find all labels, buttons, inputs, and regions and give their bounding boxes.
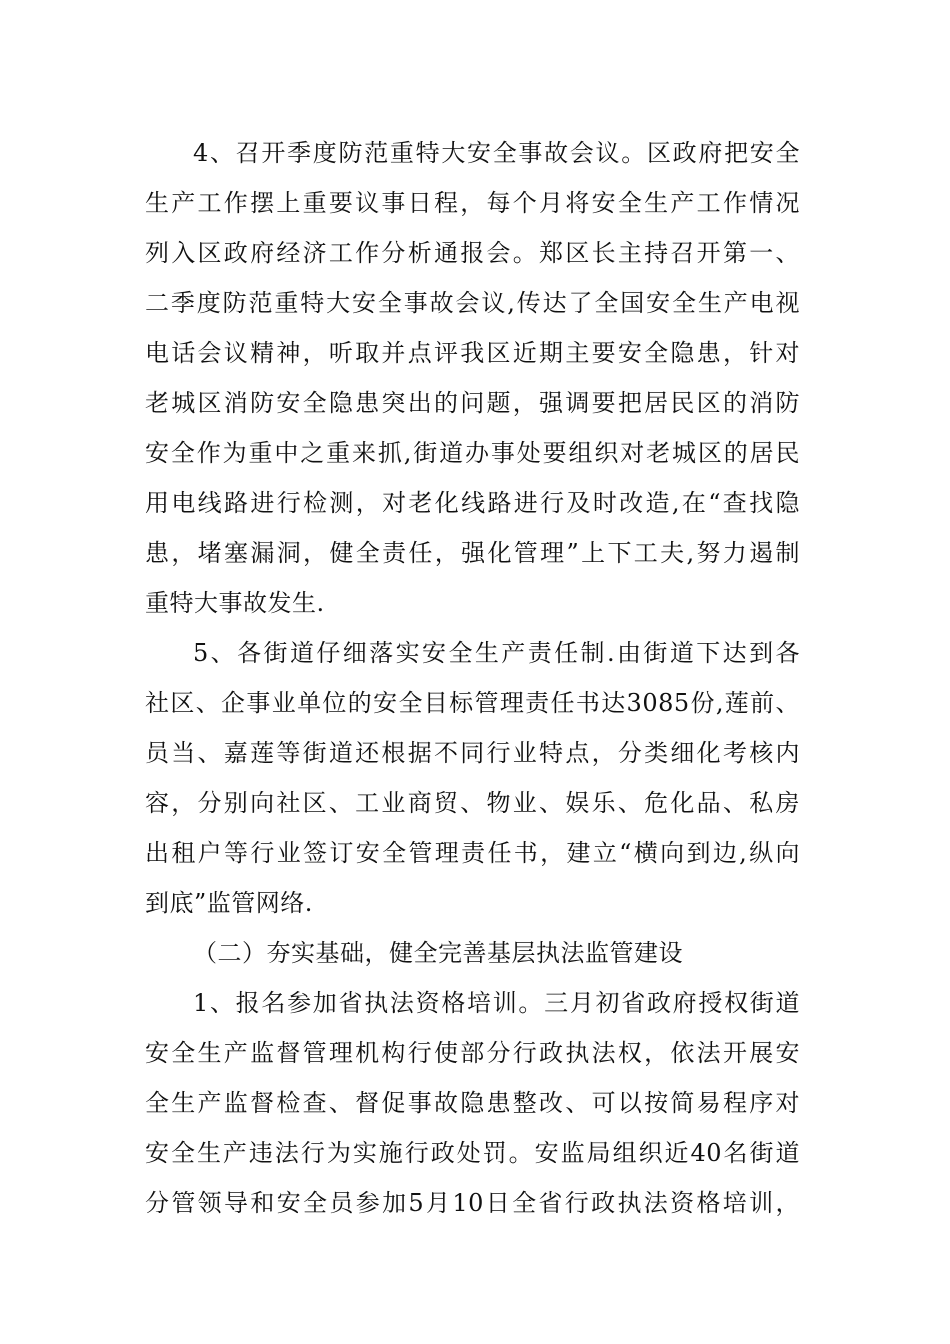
text-line: 员当、嘉莲等街道还根据不同行业特点，分类细化考核内 <box>145 739 800 767</box>
text-line: 电话会议精神，听取并点评我区近期主要安全隐患，针对 <box>145 339 800 367</box>
text-line: 列入区政府经济工作分析通报会。郑区长主持召开第一、 <box>145 239 800 267</box>
text-line: 生产工作摆上重要议事日程，每个月将安全生产工作情况 <box>145 189 800 217</box>
text-line: 分管领导和安全员参加5月10日全省行政执法资格培训， <box>145 1189 800 1217</box>
text-line: 安全生产监督管理机构行使部分行政执法权，依法开展安 <box>145 1039 800 1067</box>
text-line: 二季度防范重特大安全事故会议,传达了全国安全生产电视 <box>145 289 800 317</box>
text-line: 安全作为重中之重来抓,街道办事处要组织对老城区的居民 <box>145 439 800 467</box>
paragraph-5-heading-line: 5、各街道仔细落实安全生产责任制.由街道下达到各 <box>193 639 800 667</box>
text-line: 全生产监督检查、督促事故隐患整改、可以按简易程序对 <box>145 1089 800 1117</box>
text-line: 用电线路进行检测，对老化线路进行及时改造,在“查找隐 <box>145 489 800 517</box>
paragraph-1-heading-line: 1、报名参加省执法资格培训。三月初省政府授权街道 <box>193 989 800 1017</box>
text-line: 安全生产违法行为实施行政处罚。安监局组织近40名街道 <box>145 1139 800 1167</box>
document-body <box>145 128 800 1228</box>
text-line: 社区、企事业单位的安全目标管理责任书达3085份,莲前、 <box>145 689 800 717</box>
text-line: 患，堵塞漏洞，健全责任，强化管理”上下工夫,努力遏制 <box>145 539 800 567</box>
text-line: 容，分别向社区、工业商贸、物业、娱乐、危化品、私房 <box>145 789 800 817</box>
text-line: 重特大事故发生. <box>145 589 325 617</box>
text-line: 出租户等行业签订安全管理责任书，建立“横向到边,纵向 <box>145 839 800 867</box>
text-line: 到底”监管网络. <box>145 889 313 917</box>
section-heading: （二）夯实基础，健全完善基层执法监管建设 <box>193 939 683 967</box>
text-line: 老城区消防安全隐患突出的问题，强调要把居民区的消防 <box>145 389 800 417</box>
paragraph-4-heading-line: 4、召开季度防范重特大安全事故会议。区政府把安全 <box>193 139 800 167</box>
